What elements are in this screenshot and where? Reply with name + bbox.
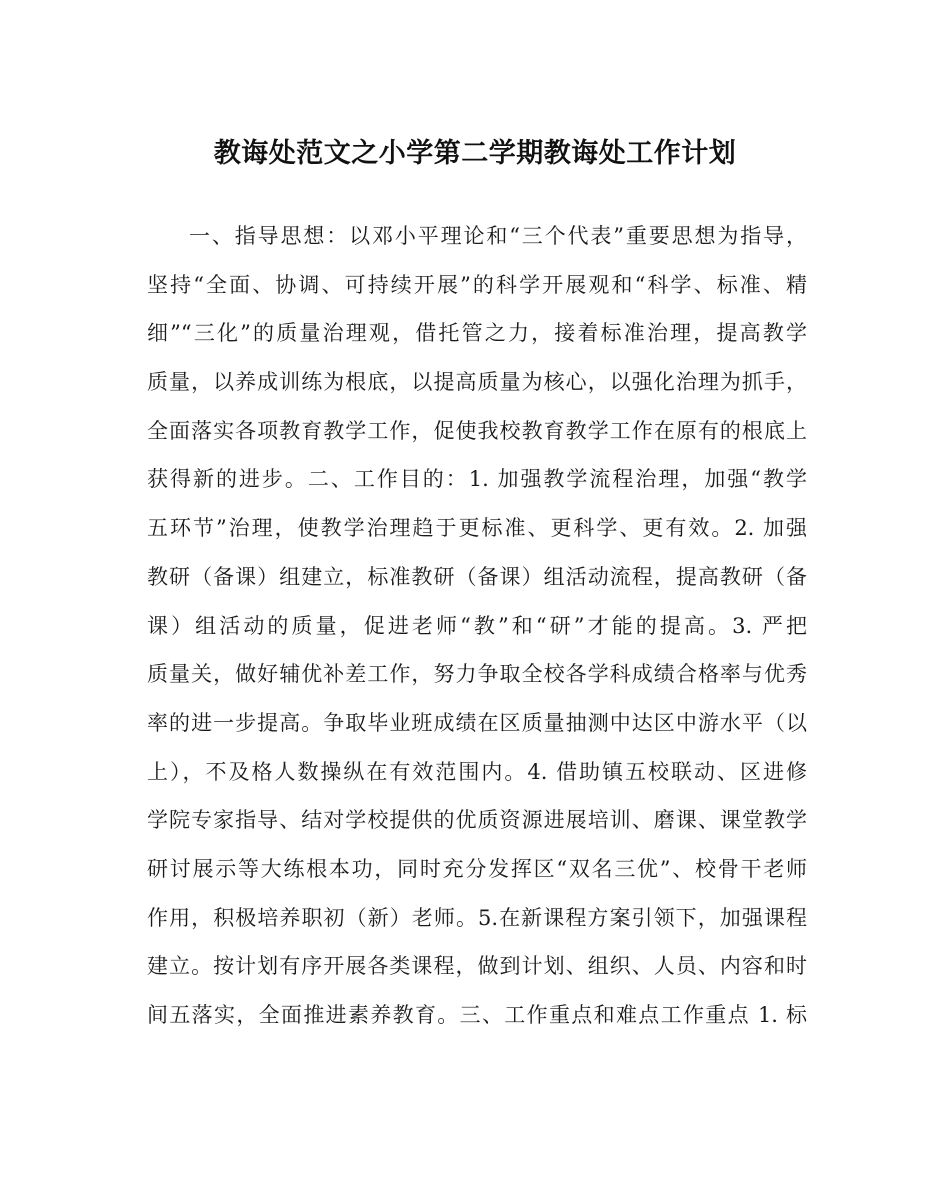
body-line: 坚持“全面、协调、可持续开展”的科学开展观和“科学、标准、精	[147, 272, 807, 297]
body-line: 一、指导思想：以邓小平理论和“三个代表”重要思想为指导，	[189, 224, 807, 248]
body-line: 间五落实，全面推进素养教育。三、工作重点和难点工作重点 1. 标	[147, 1003, 807, 1027]
body-line: 上），不及格人数操纵在有效范围内。4. 借助镇五校联动、区进修	[147, 759, 807, 784]
body-line: 作用，积极培养职初（新）老师。5.在新课程方案引领下，加强课程	[147, 905, 807, 930]
body-line: 质量，以养成训练为根底，以提高质量为核心，以强化治理为抓手，	[147, 370, 807, 395]
body-line: 五环节”治理，使教学治理趋于更标准、更科学、更有效。2. 加强	[147, 516, 807, 541]
body-line: 率的进一步提高。争取毕业班成绩在区质量抽测中达区中游水平（以	[147, 710, 807, 735]
body-line: 研讨展示等大练根本功，同时充分发挥区“双名三优”、校骨干老师	[147, 856, 807, 881]
document-body	[147, 219, 807, 1047]
body-line: 全面落实各项教育教学工作，促使我校教育教学工作在原有的根底上	[147, 418, 807, 443]
body-line: 细”“三化”的质量治理观，借托管之力，接着标准治理，提高教学	[147, 321, 807, 346]
body-line: 质量关，做好辅优补差工作，努力争取全校各学科成绩合格率与优秀	[147, 662, 807, 687]
body-line: 课）组活动的质量，促进老师“教”和“研”才能的提高。3. 严把	[147, 613, 807, 638]
body-line: 获得新的进步。二、工作目的：1. 加强教学流程治理，加强“教学	[147, 467, 807, 492]
body-line: 学院专家指导、结对学校提供的优质资源进展培训、磨课、课堂教学	[147, 808, 807, 833]
body-line: 建立。按计划有序开展各类课程，做到计划、组织、人员、内容和时	[147, 954, 807, 979]
body-line: 教研（备课）组建立，标准教研（备课）组活动流程，提高教研（备	[147, 564, 807, 589]
document-title: 教诲处范文之小学第二学期教诲处工作计划	[213, 138, 737, 169]
